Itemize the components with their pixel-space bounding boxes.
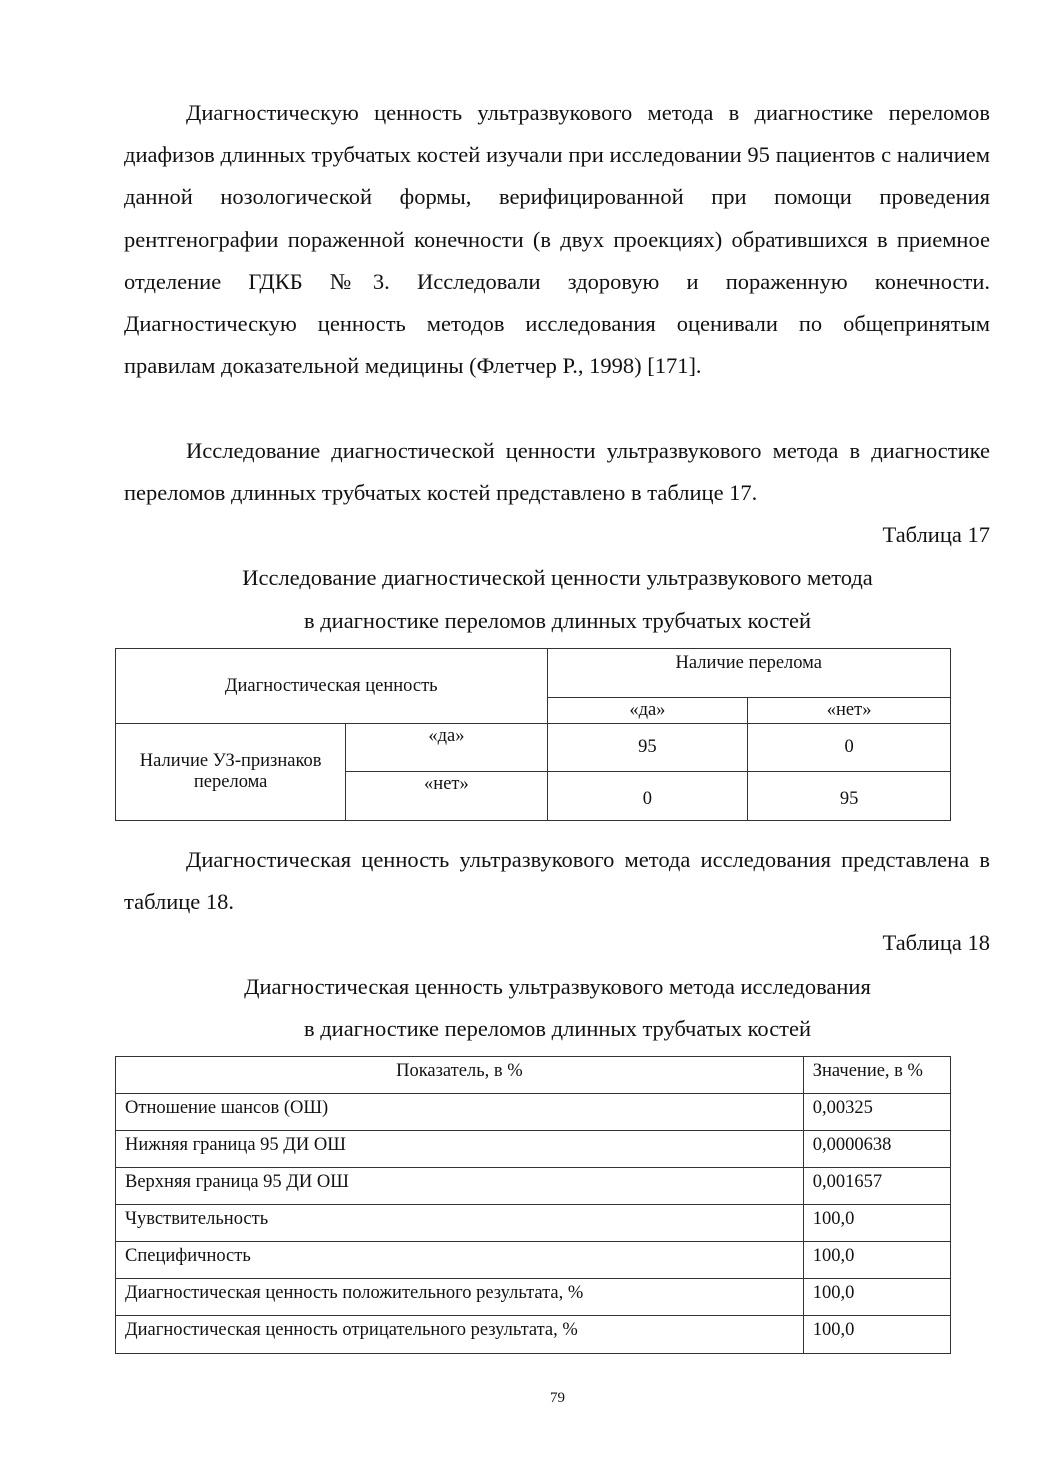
- paragraph-table17-ref: [124, 430, 990, 514]
- t18-value: 0,001657: [803, 1168, 950, 1205]
- t18-value: 100,0: [803, 1205, 950, 1242]
- t18-value: 100,0: [803, 1242, 950, 1279]
- t17-cell-yes-yes: 95: [547, 724, 748, 772]
- t17-cell-no-yes: 0: [547, 772, 748, 821]
- table-18: [115, 1056, 951, 1354]
- table18-title-line1: Диагностическая ценность ультразвукового метода исследования: [244, 974, 871, 999]
- t17-row-no: «нет»: [346, 772, 547, 821]
- t18-indicator: Нижняя граница 95 ДИ ОШ: [116, 1131, 804, 1168]
- t18-indicator: Чувствительность: [116, 1205, 804, 1242]
- table18-label: Таблица 18: [882, 930, 990, 955]
- table-row: [116, 1131, 951, 1168]
- paragraph-table18-ref-text: Диагностическая ценность ультразвукового метода исследования представлена в таблице 18.: [124, 847, 990, 915]
- t18-value: 0,0000638: [803, 1131, 950, 1168]
- t18-indicator: Верхняя граница 95 ДИ ОШ: [116, 1168, 804, 1205]
- table-row: [116, 1316, 951, 1354]
- t17-row-group: Наличие УЗ-признаков перелома: [116, 724, 346, 821]
- t17-header-right: Наличие перелома: [547, 649, 950, 698]
- t18-value: 100,0: [803, 1316, 950, 1354]
- paragraph-intro-text: Диагностическую ценность ультразвукового метода в диагностике переломов диафизов длинных трубчатых костей изучали при исследовании 95 пациентов с наличием данной нозологической формы, верифицированной при помощи проведения рентгенографии пораженной конечности (в двух проекциях) обратившихся в приемное отделение ГДКБ №3. Исследовали здоровую и пораженную конечности. Диагностическую ценность методов исследования оценивали по общепринятым правилам доказательной медицины (Флетчер Р., 1998) [171].: [124, 100, 990, 379]
- t17-row-yes: «да»: [346, 724, 547, 772]
- table-17: [115, 648, 951, 821]
- t18-indicator: Отношение шансов (ОШ): [116, 1094, 804, 1131]
- t17-header-left: Диагностическая ценность: [116, 649, 548, 724]
- table17-title-line2: в диагностике переломов длинных трубчатых костей: [303, 608, 812, 633]
- table18-title-line2: в диагностике переломов длинных трубчатых костей: [303, 1016, 812, 1041]
- t17-cell-yes-no: 0: [748, 724, 951, 772]
- table17-label: Таблица 17: [882, 522, 990, 547]
- t18-header-indicator: Показатель, в %: [116, 1057, 804, 1094]
- t18-header-value: Значение, в %: [803, 1057, 950, 1094]
- t18-indicator: Диагностическая ценность отрицательного результата, %: [116, 1316, 804, 1354]
- t18-indicator: Диагностическая ценность положительного результата, %: [116, 1279, 804, 1316]
- table-row: [116, 1205, 951, 1242]
- paragraph-intro: [124, 92, 990, 387]
- table17-title-line1: Исследование диагностической ценности ультразвукового метода: [242, 565, 873, 590]
- table-row: [116, 1279, 951, 1316]
- table-row: [116, 1168, 951, 1205]
- table-row: [116, 1242, 951, 1279]
- t18-indicator: Специфичность: [116, 1242, 804, 1279]
- t17-col-no: «нет»: [748, 698, 951, 724]
- t17-cell-no-no: 95: [748, 772, 951, 821]
- t18-value: 0,00325: [803, 1094, 950, 1131]
- t18-value: 100,0: [803, 1279, 950, 1316]
- table-row: [116, 1094, 951, 1131]
- paragraph-table17-ref-text: Исследование диагностической ценности ультразвукового метода в диагностике переломов длинных трубчатых костей представлено в таблице 17.: [124, 438, 990, 506]
- paragraph-table18-ref: [124, 839, 990, 923]
- page-number: 79: [550, 1390, 565, 1406]
- t17-col-yes: «да»: [547, 698, 748, 724]
